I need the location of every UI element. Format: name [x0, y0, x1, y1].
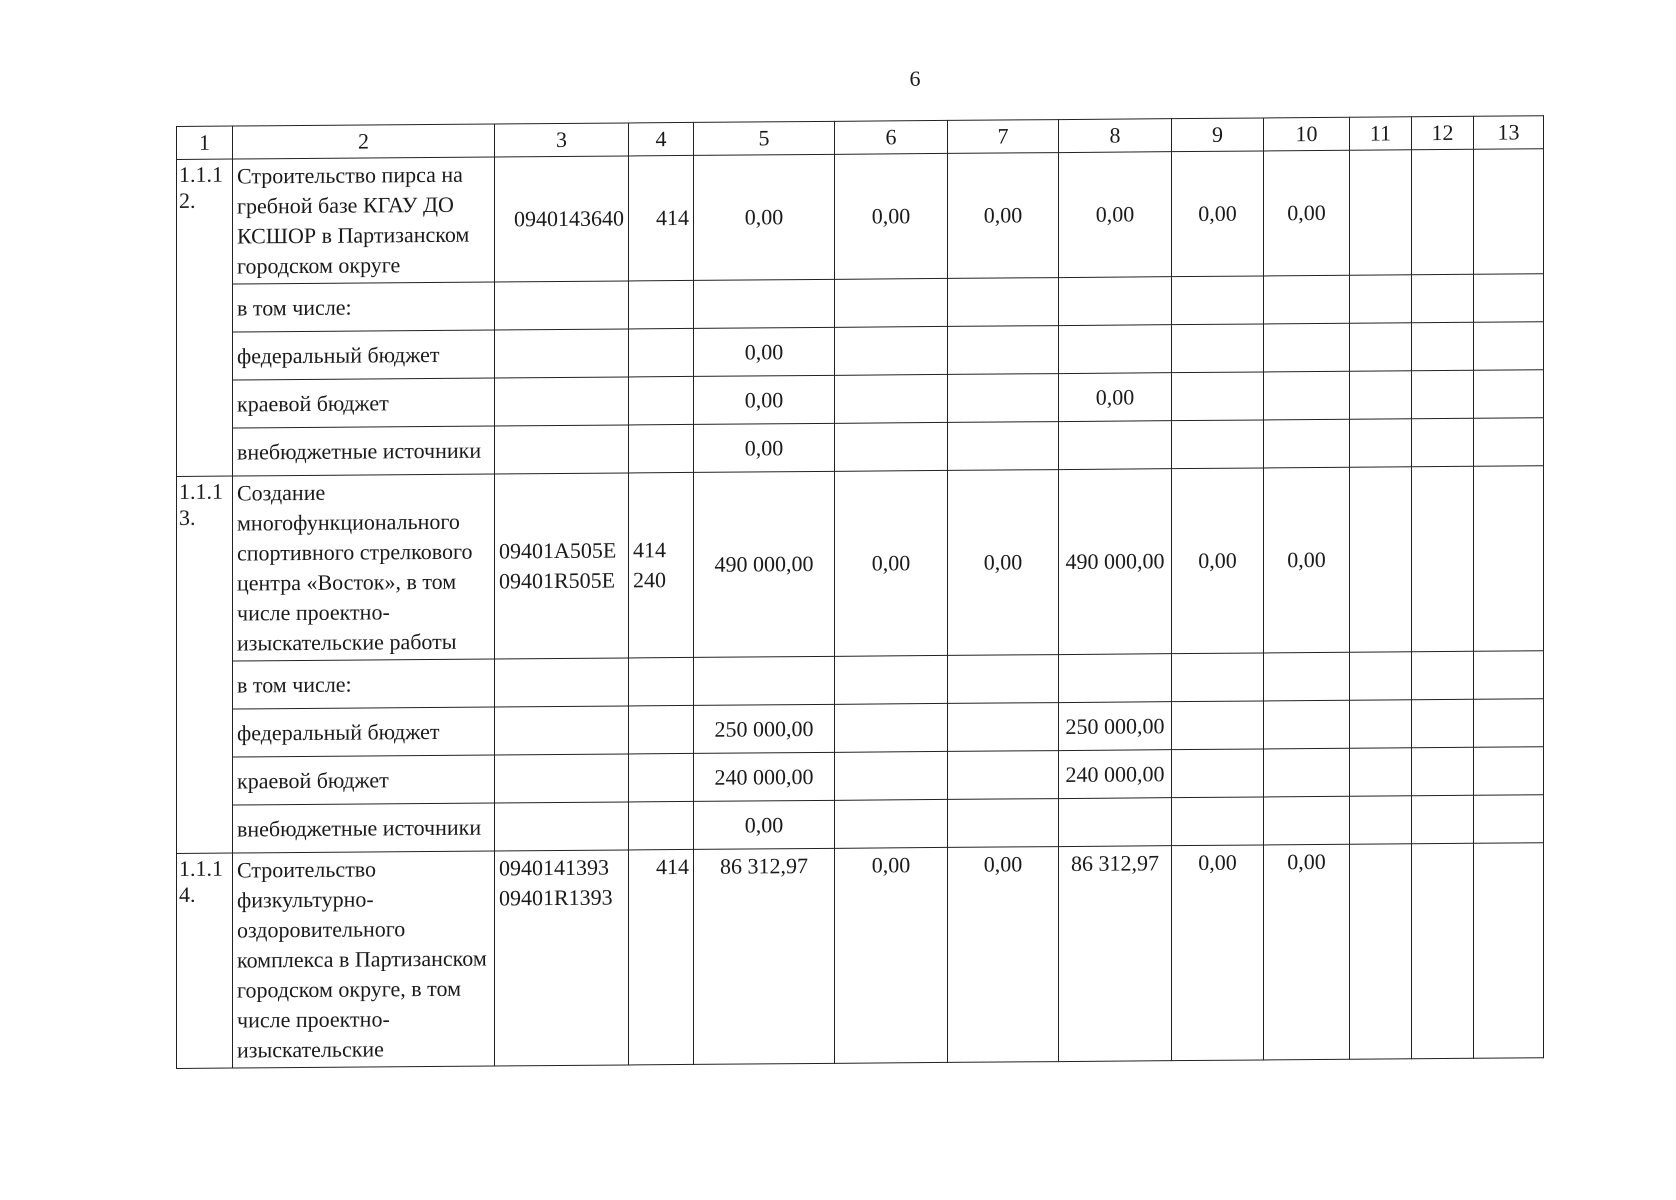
row-index: 1.1.1 2.	[177, 159, 233, 476]
empty-cell	[1474, 747, 1544, 796]
empty-cell	[1412, 795, 1474, 843]
empty-cell	[1412, 699, 1474, 747]
sub-row-value-col5: 0,00	[694, 800, 835, 849]
empty-cell	[1350, 275, 1412, 323]
header-cell: 3	[495, 123, 629, 157]
empty-cell	[1474, 699, 1544, 748]
empty-cell	[1412, 149, 1474, 274]
row-name: Строительство пирса на гребной базе КГАУ ДО КСШОР в Партизанском городском округе	[233, 157, 495, 284]
sub-row-value-col8	[1059, 277, 1172, 326]
empty-cell	[1172, 324, 1264, 373]
empty-cell	[1350, 323, 1412, 371]
empty-cell	[835, 703, 948, 752]
page-number: 6	[909, 66, 921, 91]
empty-cell	[948, 422, 1059, 471]
empty-cell	[1350, 150, 1412, 275]
empty-cell	[1412, 370, 1474, 418]
empty-cell	[1264, 275, 1350, 324]
table-row	[177, 843, 1544, 1069]
row-value-col8: 490 000,00	[1059, 469, 1172, 655]
header-cell: 13	[1474, 116, 1544, 150]
empty-cell	[1412, 322, 1474, 370]
row-index: 1.1.1 3.	[177, 476, 233, 853]
empty-cell	[629, 753, 694, 802]
empty-cell	[1474, 322, 1544, 371]
budget-table-wrapper	[176, 115, 1544, 1069]
empty-cell	[1474, 370, 1544, 419]
sub-row-value-col8	[1059, 325, 1172, 374]
row-kind: 414	[629, 849, 694, 1065]
empty-cell	[835, 751, 948, 800]
empty-cell	[1412, 843, 1474, 1058]
empty-cell	[629, 280, 694, 329]
sub-row-label: в том числе:	[233, 282, 495, 332]
empty-cell	[1172, 276, 1264, 325]
row-code: 0940141393 09401R1393	[495, 850, 629, 1066]
row-value-col7: 0,00	[948, 153, 1059, 279]
empty-cell	[948, 799, 1059, 848]
empty-cell	[1172, 653, 1264, 702]
empty-cell	[495, 425, 629, 474]
row-value-col5: 490 000,00	[694, 471, 835, 657]
empty-cell	[629, 801, 694, 850]
empty-cell	[1264, 419, 1350, 468]
header-cell: 12	[1412, 116, 1474, 149]
empty-cell	[629, 376, 694, 425]
sub-row-label: краевой бюджет	[233, 755, 495, 805]
empty-cell	[495, 802, 629, 851]
empty-cell	[835, 326, 948, 375]
empty-cell	[835, 278, 948, 327]
row-value-col6: 0,00	[835, 153, 948, 279]
empty-cell	[629, 657, 694, 706]
sub-row-value-col8: 250 000,00	[1059, 702, 1172, 751]
empty-cell	[1474, 418, 1544, 467]
empty-cell	[1172, 372, 1264, 421]
empty-cell	[948, 655, 1059, 704]
empty-cell	[1474, 149, 1544, 275]
empty-cell	[1264, 371, 1350, 420]
empty-cell	[1172, 797, 1264, 846]
budget-table	[176, 115, 1544, 1069]
empty-cell	[1350, 467, 1412, 652]
empty-cell	[1350, 844, 1412, 1059]
sub-row-label: федеральный бюджет	[233, 330, 495, 380]
header-cell: 1	[177, 126, 233, 159]
row-value-col6: 0,00	[835, 470, 948, 656]
empty-cell	[1264, 796, 1350, 845]
empty-cell	[1172, 749, 1264, 798]
empty-cell	[948, 751, 1059, 800]
sub-row-value-col8	[1059, 654, 1172, 703]
header-cell: 2	[233, 124, 495, 159]
sub-row-value-col5: 240 000,00	[694, 752, 835, 801]
row-kind: 414	[629, 155, 694, 281]
empty-cell	[495, 281, 629, 330]
empty-cell	[495, 377, 629, 426]
empty-cell	[1412, 651, 1474, 699]
sub-row-value-col5: 0,00	[694, 423, 835, 472]
empty-cell	[1350, 700, 1412, 748]
empty-cell	[1350, 748, 1412, 796]
empty-cell	[835, 655, 948, 704]
empty-cell	[1172, 701, 1264, 750]
sub-row-label: в том числе:	[233, 659, 495, 709]
row-value-col10: 0,00	[1264, 150, 1350, 276]
row-value-col9: 0,00	[1172, 468, 1264, 654]
empty-cell	[1474, 274, 1544, 323]
empty-cell	[629, 705, 694, 754]
row-value-col10: 0,00	[1264, 467, 1350, 653]
sub-row-label: федеральный бюджет	[233, 707, 495, 757]
empty-cell	[1350, 419, 1412, 467]
row-value-col9: 0,00	[1172, 845, 1264, 1061]
sub-row-value-col8	[1059, 421, 1172, 470]
header-cell: 9	[1172, 118, 1264, 152]
empty-cell	[629, 328, 694, 377]
header-cell: 7	[948, 120, 1059, 154]
empty-cell	[1172, 420, 1264, 469]
sub-row-label: внебюджетные источники	[233, 426, 495, 476]
row-value-col6: 0,00	[835, 847, 948, 1063]
empty-cell	[1264, 748, 1350, 797]
empty-cell	[495, 329, 629, 378]
sub-row-value-col8: 0,00	[1059, 373, 1172, 422]
table-row	[177, 149, 1544, 285]
sub-row-value-col5	[694, 279, 835, 328]
sub-row-value-col5: 250 000,00	[694, 704, 835, 753]
empty-cell	[948, 703, 1059, 752]
row-name: Создание многофункционального спортивного стрелкового центра «Восток», в том числе проектно-изыскательские работы	[233, 474, 495, 661]
empty-cell	[948, 278, 1059, 327]
row-name: Строительство физкультурно-оздоровительного комплекса в Партизанском городском округе, в том числе проектно-изыскательские	[233, 851, 495, 1068]
header-cell: 8	[1059, 119, 1172, 153]
sub-row-label: внебюджетные источники	[233, 803, 495, 853]
sub-row-value-col5	[694, 656, 835, 705]
empty-cell	[1412, 466, 1474, 651]
sub-row-value-col8: 240 000,00	[1059, 750, 1172, 799]
empty-cell	[1412, 274, 1474, 322]
row-value-col7: 0,00	[948, 847, 1059, 1063]
empty-cell	[1412, 747, 1474, 795]
header-cell: 5	[694, 121, 835, 155]
empty-cell	[495, 706, 629, 755]
empty-cell	[948, 374, 1059, 423]
empty-cell	[1474, 795, 1544, 844]
empty-cell	[835, 799, 948, 848]
row-code: 0940143640	[495, 156, 629, 282]
row-kind: 414 240	[629, 472, 694, 658]
empty-cell	[1350, 796, 1412, 844]
row-index: 1.1.1 4.	[177, 853, 233, 1068]
empty-cell	[1412, 418, 1474, 466]
table-row	[177, 466, 1544, 662]
empty-cell	[835, 422, 948, 471]
sub-row-value-col8	[1059, 798, 1172, 847]
empty-cell	[1264, 323, 1350, 372]
row-value-col8: 0,00	[1059, 152, 1172, 278]
header-cell: 10	[1264, 117, 1350, 151]
empty-cell	[835, 374, 948, 423]
empty-cell	[495, 658, 629, 707]
header-cell: 4	[629, 122, 694, 156]
row-value-col8: 86 312,97	[1059, 846, 1172, 1062]
sub-row-value-col5: 0,00	[694, 327, 835, 376]
empty-cell	[1350, 652, 1412, 700]
empty-cell	[1474, 466, 1544, 652]
sub-row-label: краевой бюджет	[233, 378, 495, 428]
header-cell: 11	[1350, 117, 1412, 150]
row-value-col7: 0,00	[948, 470, 1059, 656]
empty-cell	[629, 424, 694, 473]
empty-cell	[1264, 652, 1350, 701]
empty-cell	[1474, 843, 1544, 1059]
row-code: 09401A505E 09401R505E	[495, 473, 629, 659]
row-value-col5: 86 312,97	[694, 848, 835, 1064]
header-cell: 6	[835, 120, 948, 154]
empty-cell	[1350, 371, 1412, 419]
row-value-col10: 0,00	[1264, 844, 1350, 1060]
empty-cell	[495, 754, 629, 803]
empty-cell	[948, 326, 1059, 375]
empty-cell	[1264, 700, 1350, 749]
row-value-col9: 0,00	[1172, 151, 1264, 277]
row-value-col5: 0,00	[694, 154, 835, 280]
empty-cell	[1474, 651, 1544, 700]
sub-row-value-col5: 0,00	[694, 375, 835, 424]
